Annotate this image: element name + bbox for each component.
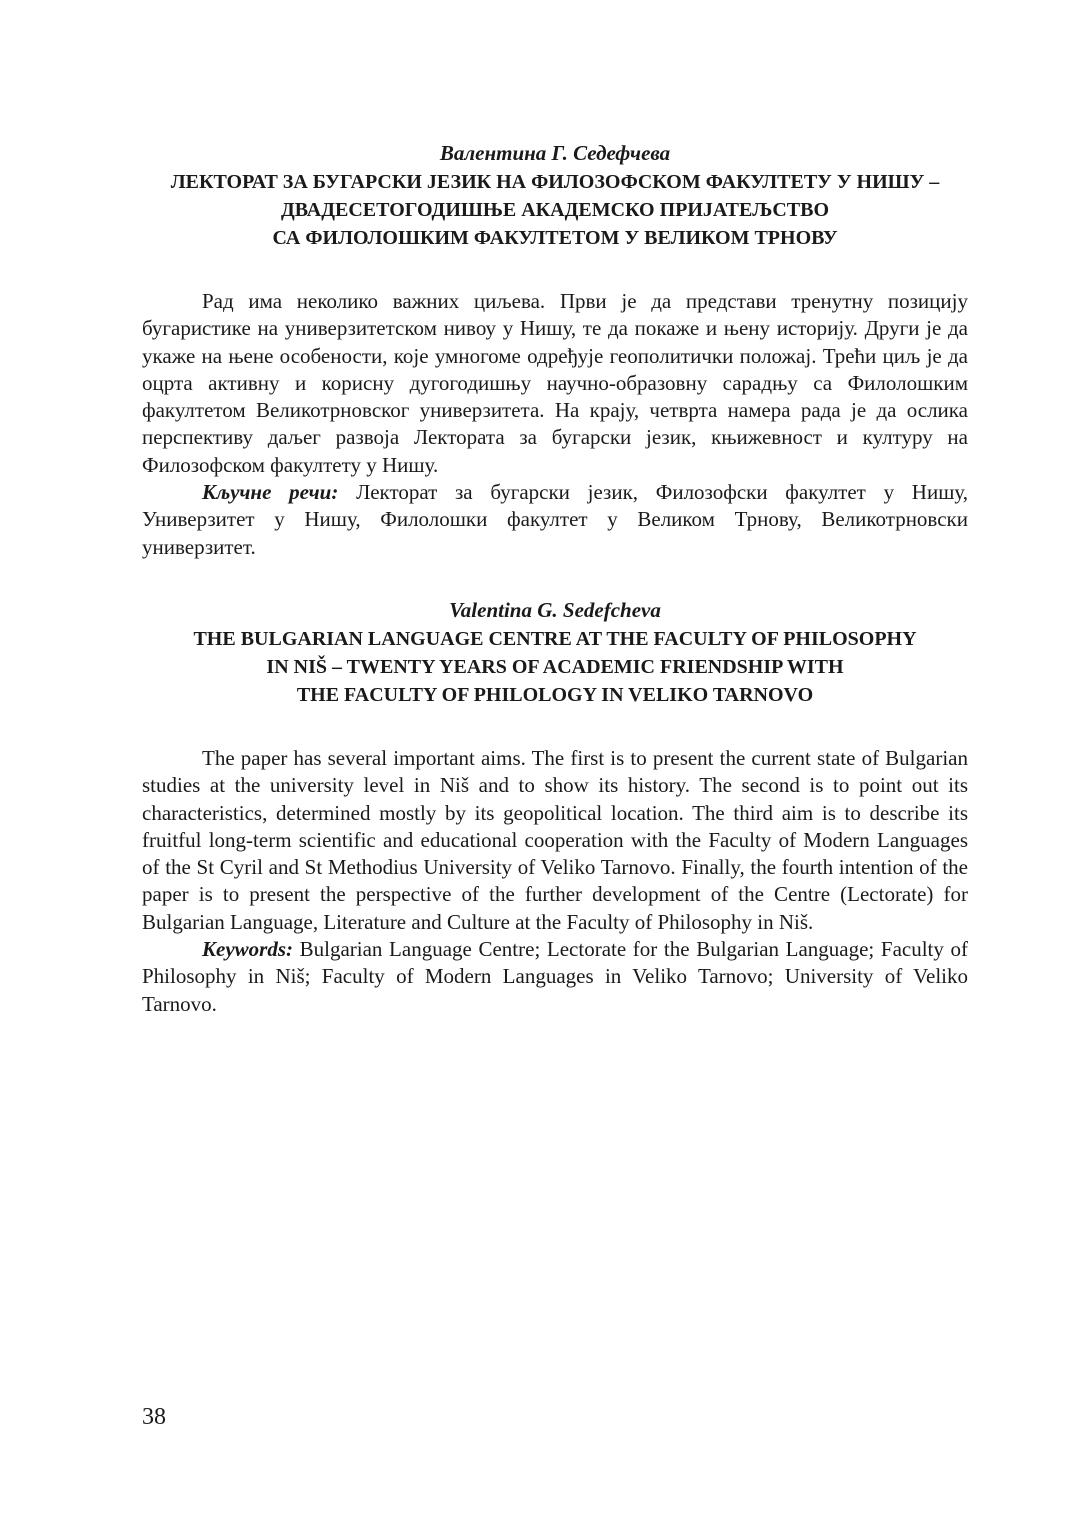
keywords-label-english: Keywords: <box>202 937 293 962</box>
keywords-text-serbian: Лекторат за бугарски језик, Филозофски факултет у Нишу, Универзитет у Нишу, Филолошки факултет у Великом Трнову, Великотрновски универзитет. <box>142 480 969 559</box>
title-english-line: THE BULGARIAN LANGUAGE CENTRE AT THE FACULTY OF PHILOSOPHY <box>193 627 917 650</box>
abstract-english: The paper has several important aims. The first is to present the current state of Bulgarian studies at the university level in Niš and to show its history. The second is to point out its characteristics, determined mostly by its geopolitical location. The third aim is to describe its fruitful long-term scientific and educational cooperation with the Faculty of Modern Languages of the St Cyril and St Methodius University of Veliko Tarnovo. Finally, the fourth intention of the paper is to present the perspective of the further development of the Centre (Lectorate) for Bulgarian Language, Literature and Culture at the Faculty of Philosophy in Niš. <box>142 745 968 934</box>
title-english-line: THE FACULTY OF PHILOLOGY IN VELIKO TARNOVO <box>296 683 814 706</box>
serbian-section <box>142 138 968 561</box>
keywords-english <box>142 936 968 1018</box>
title-english-line: IN NIŠ – TWENTY YEARS OF ACADEMIC FRIENDSHIP WITH <box>266 655 844 678</box>
title-serbian-line: ДВАДЕСЕТОГОДИШЊЕ АКАДЕМСКО ПРИЈАТЕЉСТВО <box>280 199 830 221</box>
abstract-serbian: Рад има неколико важних циљева. Први је да представи тренутну позицију бугаристике на универзитетском нивоу у Нишу, те да покаже и њену историју. Други је да укаже на њене особености, које умногоме одређује геополитички положај. Трећи циљ је да оцрта активну и корисну дугогодишњу научно-образовну сарадњу са Филолошким факултетом Великотрновског универзитета. На крају, четврта намера рада је да ослика перспективу даљег развоја Лектората за бугарски језик, књижевност и културу на Филозофском факултету у Нишу. <box>142 289 968 477</box>
keywords-serbian <box>142 479 968 561</box>
author-english: Valentina G. Sedefcheva <box>449 597 661 622</box>
keywords-label-serbian: Кључне речи: <box>202 480 339 505</box>
author-serbian: Валентина Г. Седефчева <box>439 141 671 165</box>
title-english <box>142 625 968 709</box>
page-number: 38 <box>142 1404 166 1430</box>
abstract-english-block <box>142 745 968 1018</box>
title-serbian-line: ЛЕКТОРАТ ЗА БУГАРСКИ ЈЕЗИК НА ФИЛОЗОФСКОМ ФАКУЛТЕТУ У НИШУ – <box>170 171 940 193</box>
keywords-text-english: Bulgarian Language Centre; Lectorate for the Bulgarian Language; Faculty of Philosophy in Niš; Faculty of Modern Languages in Veliko Tarnovo; University of Veliko Tarnovo. <box>142 937 968 1016</box>
abstract-serbian-block <box>142 288 968 561</box>
title-serbian <box>142 168 968 252</box>
english-section <box>142 595 968 1018</box>
title-serbian-line: СА ФИЛОЛОШКИМ ФАКУЛТЕТОМ У ВЕЛИКОМ ТРНОВУ <box>272 227 838 249</box>
page-content <box>142 138 968 1018</box>
